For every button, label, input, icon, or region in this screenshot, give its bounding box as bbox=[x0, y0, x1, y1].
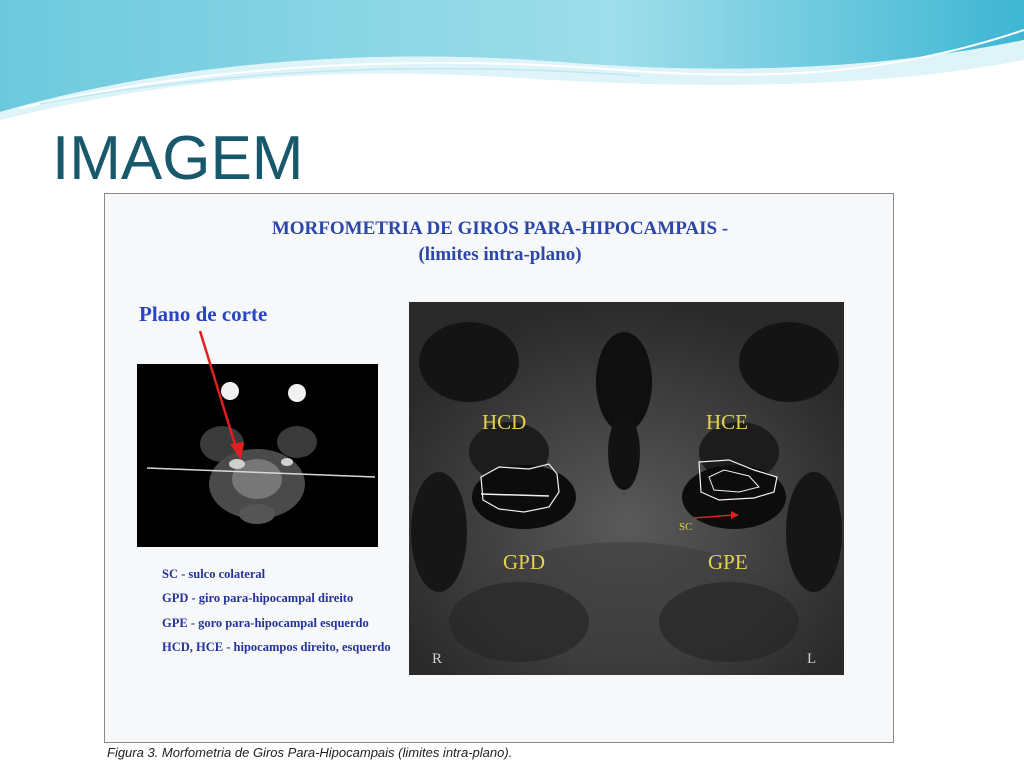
gpd-label: GPD bbox=[503, 550, 546, 574]
hce-label: HCE bbox=[706, 410, 748, 434]
figure-panel bbox=[104, 193, 894, 743]
legend-item: GPD - giro para-hipocampal direito bbox=[162, 591, 354, 606]
figure-title bbox=[105, 216, 895, 267]
sagittal-scan-image bbox=[137, 364, 378, 547]
sc-label: SC bbox=[679, 521, 693, 533]
plano-arrow bbox=[190, 326, 250, 466]
gpe-label: GPE bbox=[708, 550, 748, 574]
orientation-right-label: R bbox=[432, 651, 443, 667]
abbreviation-legend bbox=[162, 566, 402, 663]
figure-title-line1: MORFOMETRIA DE GIROS PARA-HIPOCAMPAIS - bbox=[271, 218, 729, 239]
figure-caption: Figura 3. Morfometria de Giros Para-Hipocampais (limites intra-plano). bbox=[107, 745, 513, 760]
orientation-left-label: L bbox=[807, 651, 817, 667]
slide-title: IMAGEM bbox=[52, 124, 304, 193]
legend-item: SC - sulco colateral bbox=[162, 567, 266, 581]
legend-item: GPE - goro para-hipocampal esquerdo bbox=[162, 615, 369, 630]
coronal-scan-image bbox=[409, 302, 844, 675]
figure-title-line2: (limites intra-plano) bbox=[418, 243, 582, 265]
plano-de-corte-label: Plano de corte bbox=[139, 302, 268, 326]
header-wave-banner bbox=[0, 0, 1024, 120]
hcd-label: HCD bbox=[482, 410, 527, 434]
legend-item: HCD, HCE - hipocampos direito, esquerdo bbox=[162, 639, 391, 654]
